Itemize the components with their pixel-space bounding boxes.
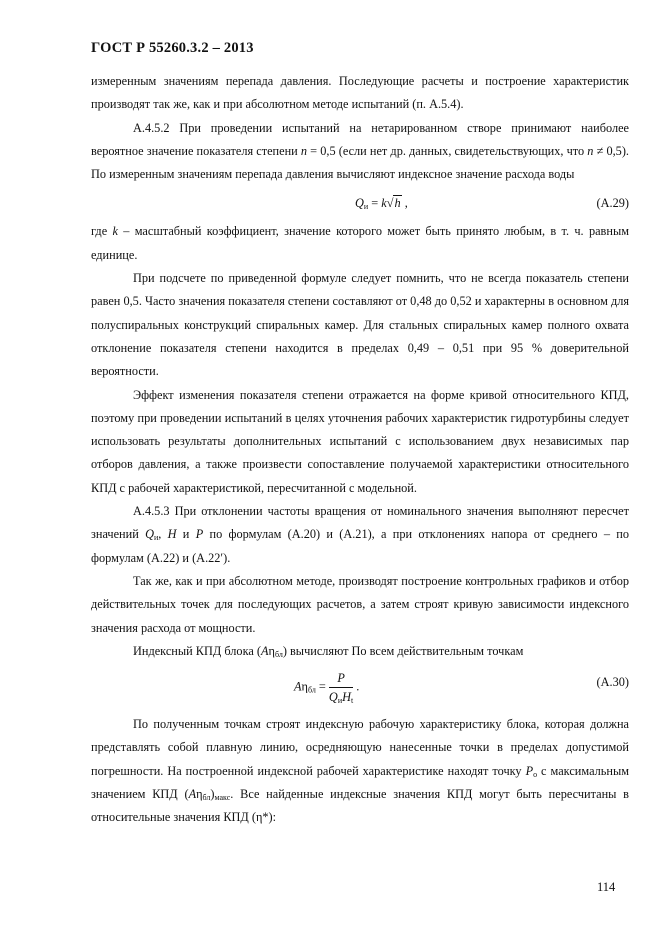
text-run: . Все найденные индексные значения КПД могут быть пересчитаны в относительные значения КПД (η*): (91, 787, 629, 825)
symbol-q: Q (355, 196, 364, 211)
formula-a30 (91, 667, 629, 713)
paragraph-a452 (91, 117, 629, 187)
symbol-eta: η (268, 643, 275, 658)
variable-n: n (587, 143, 594, 158)
text-run: По полученным точкам строят индексную рабочую характеристику блока, которая должна представлять собой плавную линию, осредняющую нанесенные точки в пределах допустимой погрешности. На построенной индексной рабочей характеристике находят точку (91, 717, 629, 778)
subscript: и (363, 202, 369, 212)
text-run: по формулам (А.20) и (А.21), а при отклонениях напора от среднего – по формулам (А.22) и (А.22′). (91, 527, 629, 565)
symbol-a: A (294, 679, 302, 694)
sqrt-icon: √ (386, 196, 394, 211)
formula-punct: . (353, 679, 360, 694)
paragraph-exponent-note: При подсчете по приведенной формуле следует помнить, что не всегда показатель степени равен 0,5. Часто значения показателя степени составляют от 0,48 до 0,52 и характерны в основном для полуспиральных конструкций спиральных камер. Для стальных спиральных камер полного охвата отклонение показателя степени находится в пределах 0,49 – 0,51 при 95 % доверительной вероятности. (91, 271, 629, 379)
variable-p: P (525, 763, 534, 778)
variable-a: A (188, 787, 197, 802)
text-run: и (176, 527, 196, 542)
variable-k: k (112, 224, 118, 239)
fraction (329, 670, 353, 705)
variable-p: P (195, 527, 204, 542)
fraction-numerator (329, 670, 353, 688)
paragraph-control-graphs: Так же, как и при абсолютном методе, производят построение контрольных графиков и отбор действительных точек для последующих расчетов, а затем строят кривую зависимости индексного значения расхода от мощности. (91, 573, 629, 635)
subscript: бл (307, 685, 316, 695)
text-run: А.4.5.2 При проведении испытаний на нетарированном створе принимают наиболее вероятное значение показателя степени (91, 120, 629, 158)
text-run: ) вычисляют По всем действительным точкам (282, 643, 524, 658)
fraction-denominator (329, 688, 353, 705)
text-run: – масштабный коэффициент, значение которого может быть принято любым, в т. ч. равным единице. (91, 224, 629, 262)
symbol-h: h (394, 196, 401, 211)
formula-number: (А.29) (596, 196, 629, 211)
subscript: бл (202, 793, 211, 803)
page-number: 114 (597, 880, 616, 894)
paragraph-index-characteristic: По полученным точкам строят индексную рабочую характеристику блока, которая должна представлять собой плавную линию, осредняющую нанесенные точки в пределах допустимой погрешности. На построенной индексной рабочей характеристике находят точку $P_o$ с максимальным значением КПД $(A\eta_{бл})_{макс}$. Все найденные индексные значения КПД могут быть пересчитаны в относительные значения КПД (η*): (91, 717, 629, 825)
subscript: бл (274, 649, 283, 659)
paragraph-effect: Эффект изменения показателя степени отражается на форме кривой относительного КПД, поэтому при проведении испытаний в целях уточнения рабочих характеристик гидротурбины следует использовать результаты дополнительных испытаний с использованием двух независимых пар отборов давления, а также произвести сопоставление получаемой характеристики относительного КПД с рабочей характеристикой, пересчитанной с модельной. (91, 387, 629, 495)
variable-a: A (261, 643, 269, 658)
formula-a29 (91, 188, 629, 220)
text-run: , (158, 527, 168, 542)
text-run: = 0,5 (если нет др. данных, свидетельствующих, что (307, 143, 588, 158)
equals-sign: = (368, 196, 382, 211)
subscript: t (350, 696, 354, 706)
subscript: o (533, 769, 538, 779)
paragraph-a453 (91, 500, 629, 570)
paragraph-index-efficiency (91, 640, 629, 663)
page-body (91, 70, 629, 830)
formula-number: (А.30) (596, 675, 629, 690)
sqrt-radicand (393, 195, 401, 210)
equals-sign: = (315, 679, 329, 694)
subscript: и (153, 533, 159, 543)
text-run: где (91, 224, 113, 239)
formula-punct: , (401, 196, 408, 211)
symbol-k: k (381, 196, 387, 211)
variable-q: Q (145, 527, 154, 542)
variable-n: n (300, 143, 308, 158)
text-run: ≠ 0,5). По измеренным значениям перепада давления вычисляют индексное значение расхода воды (91, 143, 629, 182)
symbol-q: Q (328, 690, 338, 705)
paragraph-where-k (91, 220, 629, 267)
symbol-eta: η (196, 787, 203, 802)
paragraph-continuation: измеренным значениям перепада давления. Последующие расчеты и построение характеристик производят так же, как и при абсолютном методе испытаний (п. А.5.4). (91, 74, 629, 112)
formula-a30-expression (294, 670, 359, 705)
text-run: Индексный КПД блока ( (133, 643, 261, 658)
text-run: с максимальным значением КПД ( (91, 763, 629, 802)
document-header: ГОСТ Р 55260.3.2 – 2013 (91, 40, 254, 56)
symbol-h: H (342, 690, 351, 705)
formula-a29-expression (355, 192, 408, 215)
subscript: макс (214, 793, 231, 803)
symbol-p: P (337, 671, 345, 686)
text-run: А.4.5.3 При отклонении частоты вращения от номинального значения выполняют пересчет значений (91, 504, 629, 542)
subscript: и (337, 696, 343, 706)
variable-h: H (167, 527, 177, 542)
symbol-eta: η (301, 679, 308, 694)
